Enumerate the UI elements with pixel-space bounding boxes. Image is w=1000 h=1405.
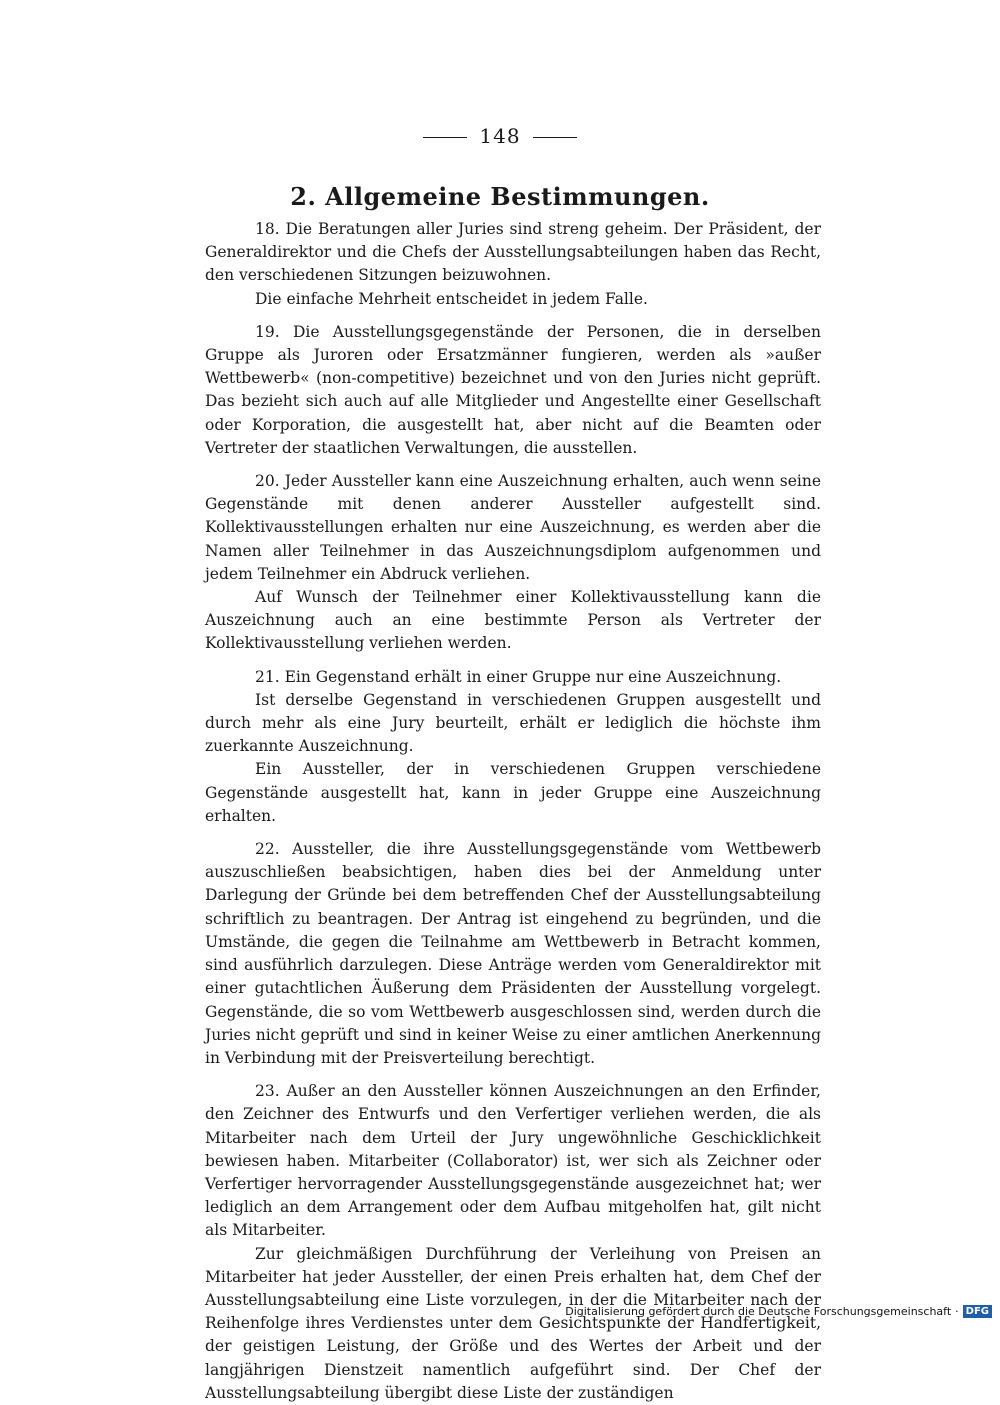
digitization-footer (565, 1305, 992, 1318)
paragraph-21: 21. Ein Gegenstand erhält in einer Gruppe nur eine Auszeichnung. (255, 667, 782, 686)
paragraph-21-groups: Ist derselbe Gegenstand in verschiedenen Gruppen ausgestellt und durch mehr als eine Jury beurteilt, erhält er lediglich die höchste ihm zuerkannte Auszeichnung. (205, 690, 821, 756)
paragraph-22: 22. Aussteller, die ihre Ausstellungsgegenstände vom Wettbewerb auszuschließen beabsichtigen, haben dies bei der Anmeldung unter Darlegung der Gründe bei dem betreffenden Chef der Ausstellungsabteilung schriftlich zu beantragen. Der Antrag ist eingehend zu begründen, und die Umstände, die gegen die Teilnahme am Wettbewerb in Betracht kommen, sind ausführlich darzulegen. Diese Anträge werden vom Generaldirektor mit einer gutachtlichen Äußerung dem Präsidenten der Ausstellung vorgelegt. Gegenstände, die so vom Wettbewerb ausgeschlossen sind, werden durch die Juries nicht geprüft und sind in keiner Weise zu einer amtlichen Anerkennung in Verbindung mit der Preisverteilung berechtigt. (205, 840, 821, 1067)
footer-text: Digitalisierung gefördert durch die Deutsche Forschungsgemeinschaft (565, 1305, 952, 1318)
footer-separator: · (955, 1305, 959, 1318)
paragraph-19: 19. Die Ausstellungsgegenstände der Personen, die in derselben Gruppe als Juroren oder Ersatzmänner fungieren, werden als »außer Wettbewerb« (non-competitive) bezeichnet und von den Juries nicht geprüft. Das bezieht sich auch auf alle Mitglieder und Angestellte einer Gesellschaft oder Korporation, die ausgestellt hat, aber nicht auf die Beamten oder Vertreter der staatlichen Verwaltungen, die ausstellen. (205, 322, 821, 457)
page-number-text: 148 (479, 124, 521, 148)
paragraph-20: 20. Jeder Aussteller kann eine Auszeichnung erhalten, auch wenn seine Gegenstände mit denen anderer Aussteller aufgestellt sind. Kollektivausstellungen erhalten nur eine Auszeichnung, es werden aber die Namen aller Teilnehmer in das Auszeichnungsdiplom aufgenommen und jedem Teilnehmer ein Abdruck verliehen. (205, 472, 821, 583)
right-dash (533, 137, 577, 138)
page-number (0, 124, 1000, 148)
paragraph-18-majority: Die einfache Mehrheit entscheidet in jedem Falle. (255, 289, 648, 308)
left-dash (423, 137, 467, 138)
paragraph-23: 23. Außer an den Aussteller können Auszeichnungen an den Erfinder, den Zeichner des Entwurfs und den Verfertiger verliehen werden, die als Mitarbeiter nach dem Urteil der Jury ungewöhnliche Geschicklichkeit bewiesen haben. Mitarbeiter (Collaborator) ist, wer sich als Zeichner oder Verfertiger hervorragender Ausstellungsgegenstände ausgezeichnet hat; wer lediglich an dem Arrangement oder dem Aufbau mitgeholfen hat, gilt nicht als Mitarbeiter. (205, 1082, 821, 1240)
paragraph-18: 18. Die Beratungen aller Juries sind streng geheim. Der Präsident, der Generaldirektor und die Chefs der Ausstellungsabteilungen haben das Recht, den verschiedenen Sitzungen beizuwohnen. (205, 220, 821, 285)
paragraph-21-exhibitor: Ein Aussteller, der in verschiedenen Gruppen verschiedene Gegenstände ausgestellt hat, kann in jeder Gruppe eine Auszeichnung erhalten. (205, 760, 821, 825)
dfg-logo-icon: DFG (963, 1305, 992, 1318)
paragraph-20-collective: Auf Wunsch der Teilnehmer einer Kollektivausstellung kann die Auszeichnung auch an eine bestimmte Person als Vertreter der Kollektivausstellung verliehen werden. (205, 588, 821, 653)
section-title: 2. Allgemeine Bestimmungen. (290, 182, 710, 211)
body-text (205, 218, 821, 1405)
paragraph-23-prizes: Zur gleichmäßigen Durchführung der Verleihung von Preisen an Mitarbeiter hat jeder Aussteller, der einen Preis erhalten hat, dem Chef der Ausstellungsabteilung eine Liste vorzulegen, in der die Mitarbeiter nach der Reihenfolge ihres Verdienstes unter dem Gesichtspunkte der Handfertigkeit, der geistigen Leistung, der Größe und des Wertes der Arbeit und der langjährigen Dienstzeit namentlich aufgeführt sind. Der Chef der Ausstellungsabteilung übergibt diese Liste der zuständigen (205, 1244, 821, 1402)
